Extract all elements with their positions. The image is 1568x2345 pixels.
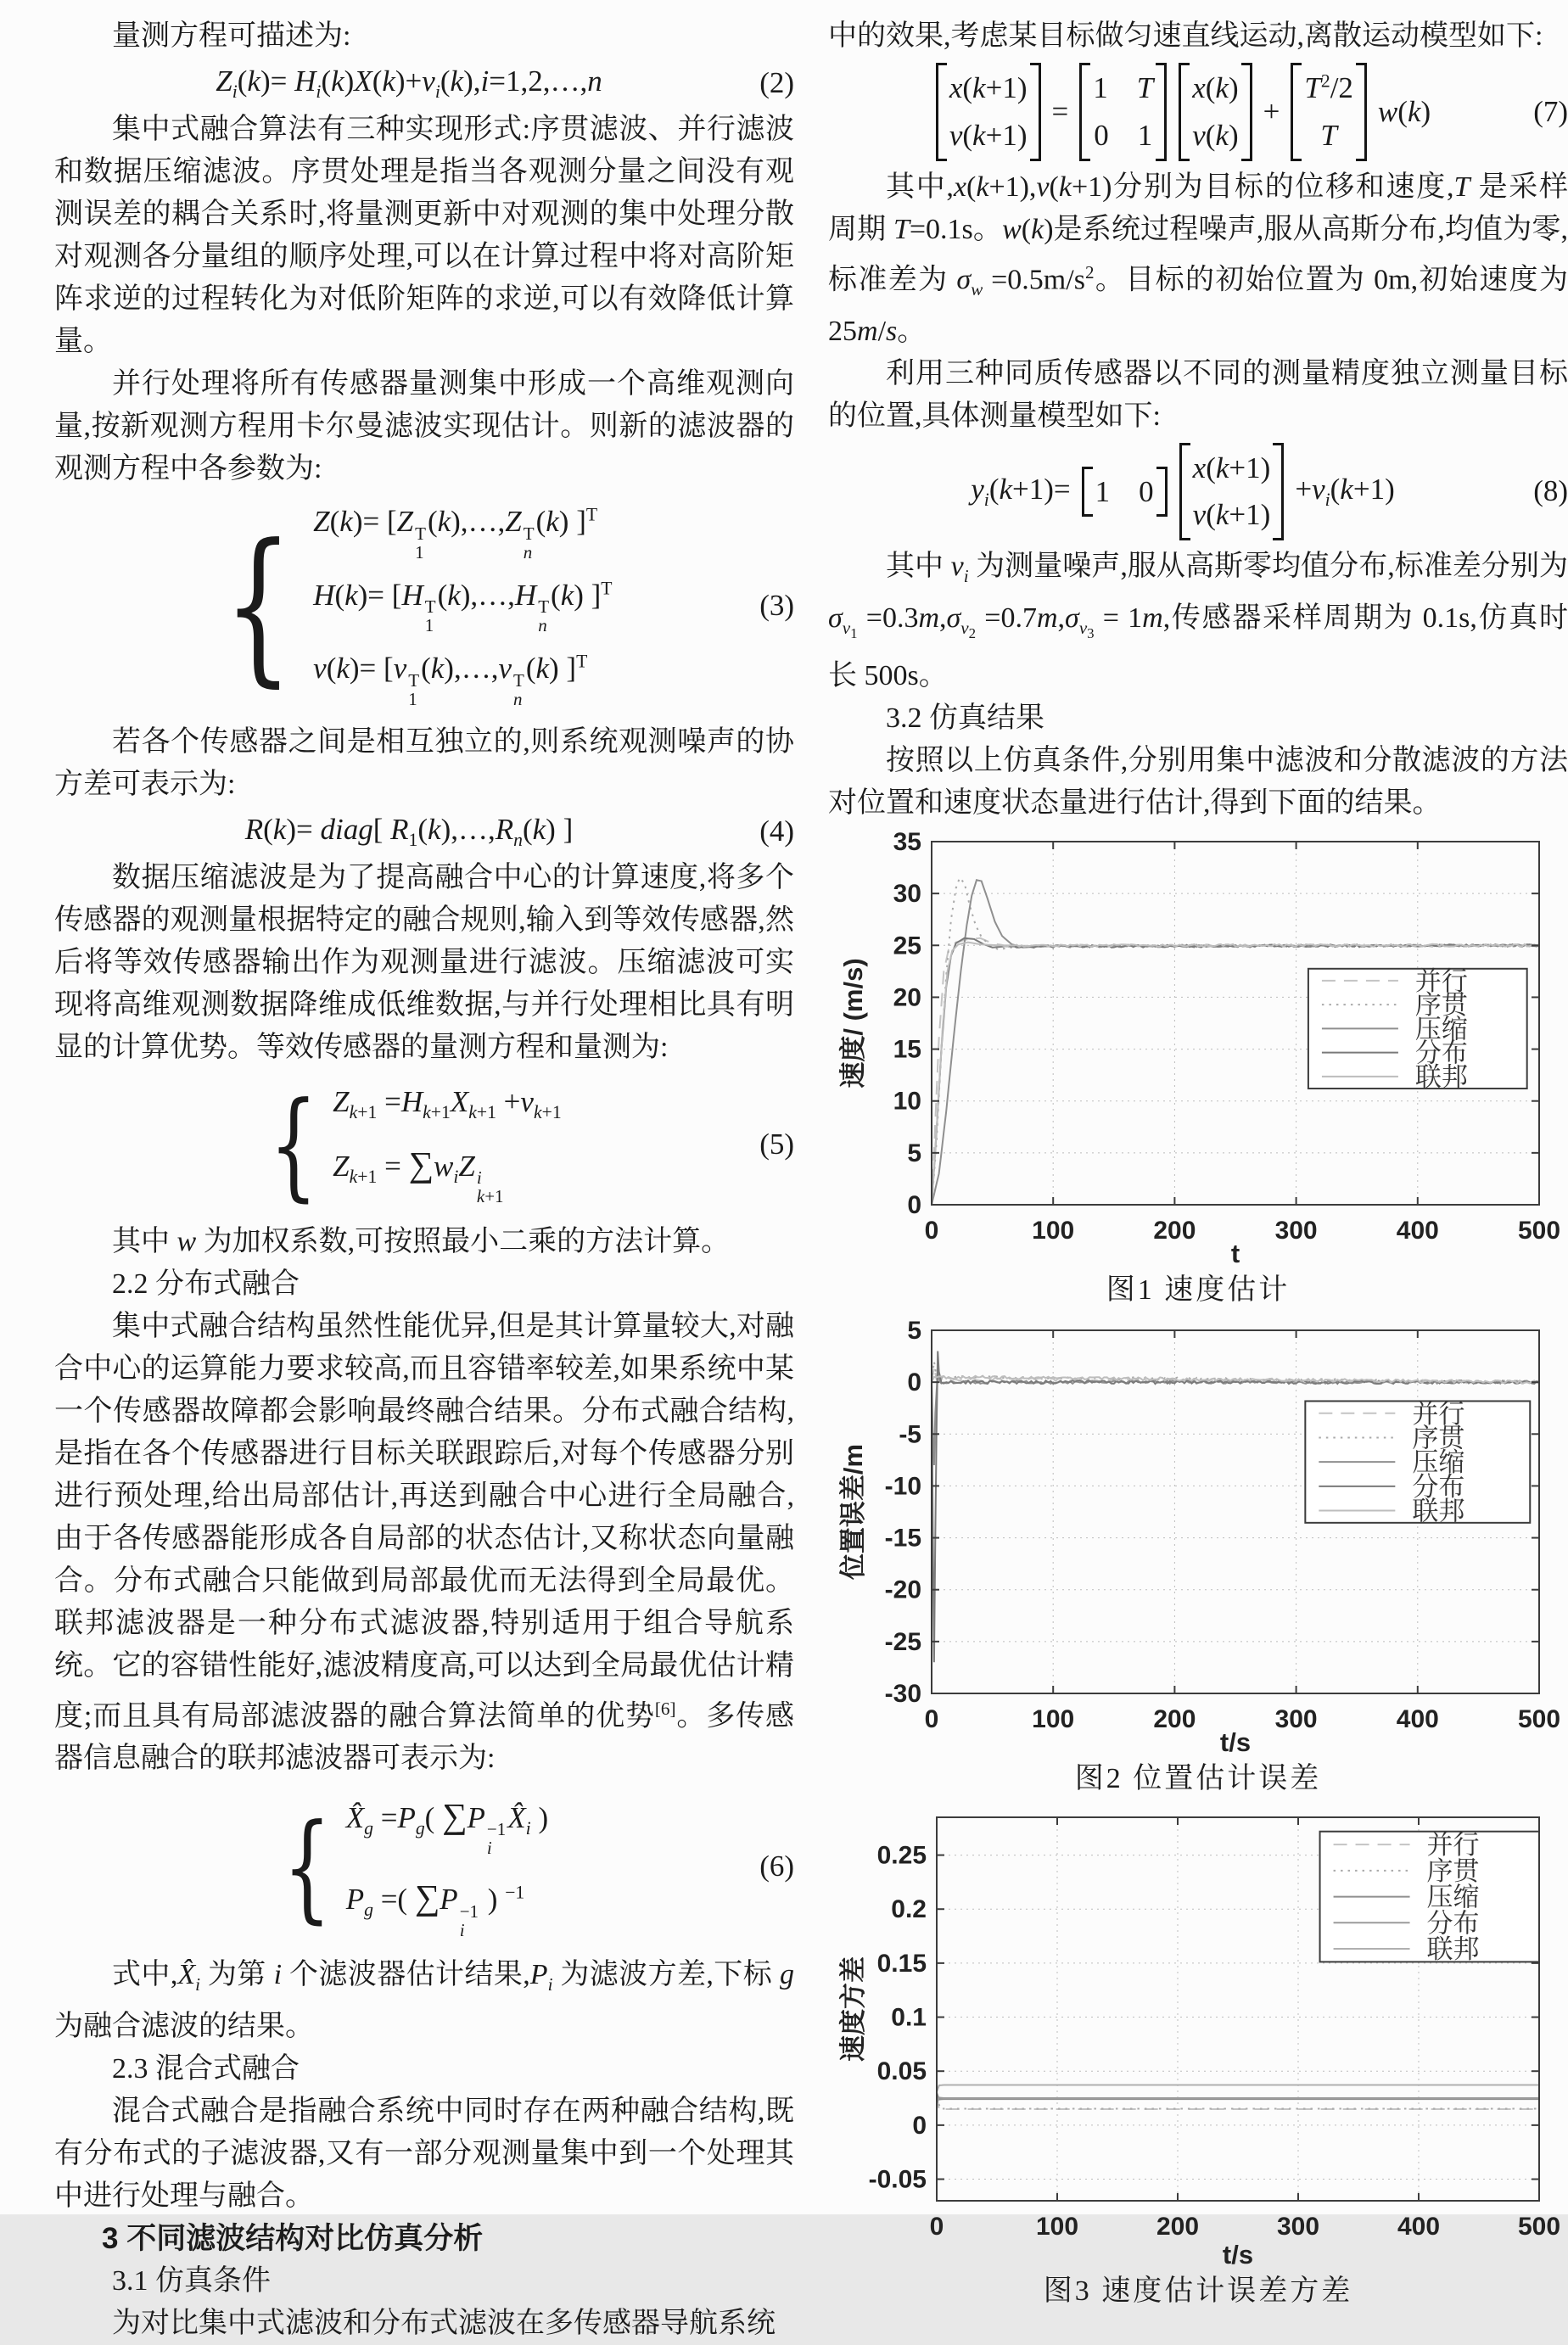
equation-5-cases [256, 1074, 561, 1216]
paragraph-three-sensors: 利用三种同质传感器以不同的测量精度独立测量目标的位置,具体测量模型如下: [828, 357, 1568, 432]
plus-sign: + [1263, 94, 1280, 128]
matrix-cell: T [1136, 71, 1154, 104]
svg-text:5: 5 [907, 1139, 921, 1167]
svg-text:-30: -30 [884, 1679, 921, 1708]
equation-5-line1: $Z_{k+1} =H_{k+1}X_{k+1} +v_{k+1}$ [333, 1084, 562, 1122]
equals-sign: = [1051, 94, 1069, 128]
svg-text:压缩: 压缩 [1414, 1014, 1468, 1044]
equation-8-number: (8) [1533, 474, 1568, 508]
equation-5 [54, 1074, 794, 1216]
equation-6-cases [270, 1785, 548, 1949]
equation-3-line1: Z(k)= [Z T 1 (k),…,Z T n (k) ]$^T$ [313, 504, 598, 562]
velocity-estimate-chart [833, 828, 1563, 1269]
equation-6-line1: $X̂_g =P_g$( ∑P −1 i $X̂_i$ ) [345, 1795, 549, 1859]
svg-text:t/s: t/s [1219, 1727, 1252, 1757]
svg-text:0.25: 0.25 [876, 1841, 927, 1870]
matrix-cell: v(k+1) [949, 118, 1028, 152]
figure-2 [828, 1317, 1568, 1800]
svg-text:并行: 并行 [1412, 1398, 1465, 1429]
matrix-cell: x(k+1) [949, 71, 1028, 104]
figure-3-caption: 图3 速度估计误差方差 [1043, 2275, 1353, 2307]
svg-text:30: 30 [893, 880, 921, 909]
svg-text:0: 0 [929, 2212, 944, 2241]
figure-3 [828, 1805, 1568, 2313]
svg-text:-5: -5 [899, 1420, 921, 1449]
equation-3-number: (3) [759, 589, 794, 623]
svg-text:序贯: 序贯 [1412, 1423, 1465, 1453]
subsection-2-3-heading: 2.3 混合式融合 [112, 2052, 300, 2085]
paragraph-model-parameters: 其中,x(k+1),v(k+1)分别为目标的位移和速度,T 是采样周期 T=0.1s。w(k)是系统过程噪声,服从高斯分布,均值为零,标准差为 $\sigma_w =0.5m/s^2$。目标的初始位置为 0m,初始速度为 25m/s。 [828, 171, 1568, 347]
equation-5-number: (5) [759, 1128, 794, 1161]
equation-2 [54, 63, 794, 104]
svg-text:0: 0 [924, 1216, 939, 1245]
svg-text:25: 25 [893, 932, 921, 960]
svg-text:-10: -10 [884, 1472, 921, 1501]
svg-text:联邦: 联邦 [1412, 1496, 1465, 1526]
equation-6-number: (6) [759, 1850, 794, 1883]
equation-4-number: (4) [759, 814, 794, 848]
matrix-cell: T [1320, 118, 1337, 152]
svg-text:压缩: 压缩 [1412, 1447, 1465, 1478]
matrix-cell: 0 [1139, 474, 1154, 508]
svg-text:400: 400 [1396, 1704, 1439, 1733]
svg-text:-25: -25 [884, 1627, 921, 1656]
svg-text:100: 100 [1032, 1704, 1075, 1733]
paragraph-weight-coefficient: 其中 w 为加权系数,可按照最小二乘的方法计算。 [112, 1225, 731, 1257]
paragraph-simulation-results-intro: 按照以上仿真条件,分别用集中滤波和分散滤波的方法对位置和速度状态量进行估计,得到下面的结果。 [828, 744, 1568, 819]
left-column [54, 15, 794, 2345]
equation-8-measurement-matrix [1082, 467, 1168, 518]
matrix-cell: v(k) [1192, 118, 1239, 152]
equation-2-number: (2) [759, 66, 794, 100]
equation-7-noise-term: w(k) [1377, 94, 1431, 128]
equation-6 [54, 1785, 794, 1949]
figure-2-caption: 图2 位置估计误差 [1074, 1762, 1322, 1794]
equation-5-line2: $Z_{k+1} = \sum w_iZ$ i k+1 [333, 1144, 504, 1207]
equation-7-state-matrix [1179, 63, 1252, 161]
svg-text:300: 300 [1276, 2212, 1320, 2241]
svg-text:分布: 分布 [1412, 1471, 1465, 1502]
svg-text:0.15: 0.15 [876, 1949, 927, 1978]
equation-7 [828, 63, 1568, 161]
equation-7-state-next-matrix [936, 63, 1041, 161]
svg-text:5: 5 [907, 1316, 921, 1345]
equation-8-lead: $y_i(k+1)=$ [971, 473, 1071, 511]
right-column [828, 15, 1568, 2318]
figure-1 [828, 828, 1568, 1312]
svg-text:200: 200 [1156, 2212, 1200, 2241]
svg-text:-20: -20 [884, 1575, 921, 1604]
equation-7-transition-matrix [1079, 63, 1167, 161]
svg-text:100: 100 [1032, 1216, 1075, 1245]
svg-text:t: t [1230, 1238, 1240, 1268]
svg-text:0: 0 [924, 1704, 939, 1733]
svg-text:序贯: 序贯 [1426, 1855, 1480, 1886]
equation-6-line2: $P_g$ =( ∑P −1 i ) $^{-1}$ [345, 1878, 525, 1940]
svg-text:300: 300 [1274, 1704, 1318, 1733]
svg-text:分布: 分布 [1414, 1038, 1468, 1068]
matrix-cell: x(k) [1192, 71, 1239, 104]
subsection-3-2-heading: 3.2 仿真结果 [886, 702, 1044, 734]
svg-text:500: 500 [1517, 1704, 1561, 1733]
svg-text:分布: 分布 [1426, 1908, 1480, 1939]
svg-text:100: 100 [1035, 2212, 1079, 2241]
subsection-3-1-heading: 3.1 仿真条件 [112, 2264, 271, 2297]
equation-8-state-matrix [1179, 443, 1285, 541]
svg-text:500: 500 [1517, 2212, 1561, 2241]
equation-3-cases [205, 495, 612, 716]
svg-text:0.1: 0.1 [891, 2003, 927, 2032]
matrix-cell: x(k+1) [1192, 451, 1271, 484]
subsection-2-2-heading: 2.2 分布式融合 [112, 1268, 300, 1300]
brace-icon: { [224, 508, 294, 702]
paragraph-hybrid-fusion: 混合式融合是指融合系统中同时存在两种融合结构,既有分布式的子滤波器,又有一部分观测量集中到一个处理其中进行处理与融合。 [54, 2095, 794, 2212]
svg-text:0.05: 0.05 [876, 2057, 927, 2086]
paragraph-measure-eq-intro: 量测方程可描述为: [112, 20, 351, 52]
paragraph-parallel-processing: 并行处理将所有传感器量测集中形成一个高维观测向量,按新观测方程用卡尔曼滤波实现估计。则新的滤波器的观测方程中各参数为: [54, 368, 794, 485]
svg-text:t/s: t/s [1222, 2239, 1254, 2269]
equation-4 [54, 811, 794, 852]
svg-text:15: 15 [893, 1035, 921, 1064]
svg-text:300: 300 [1274, 1216, 1318, 1245]
paragraph-motion-model-intro: 中的效果,考虑某目标做匀速直线运动,离散运动模型如下: [828, 20, 1543, 52]
svg-text:0: 0 [912, 2111, 927, 2140]
brace-icon: { [269, 1076, 318, 1213]
matrix-cell: 1 [1093, 71, 1108, 104]
paragraph-distributed-fusion: 集中式融合结构虽然性能优异,但是其计算量较大,对融合中心的运算能力要求较高,而且容错率较差,如果系统中某一个传感器故障都会影响最终融合结果。分布式融合结构,是指在各个传感器进行目标关联跟踪后,对每个传感器分别进行预处理,给出局部估计,再送到融合中心进行全局融合,由于各传感器能形成各自局部的状态估计,又称状态向量融合。分布式融合只能做到局部最优而无法得到全局最优。联邦滤波器是一种分布式滤波器,特别适用于组合导航系统。它的容错性能好,滤波精度高,可以达到全局最优估计精度;而且具有局部滤波器的融合算法简单的优势[6]。多传感器信息融合的联邦滤波器可表示为: [54, 1310, 794, 1774]
svg-text:20: 20 [893, 983, 921, 1012]
svg-text:200: 200 [1153, 1704, 1196, 1733]
paragraph-independent-sensors: 若各个传感器之间是相互独立的,则系统观测噪声的协方差可表示为: [54, 725, 794, 800]
equation-4-body: R(k)= diag[ $R_1(k),\dots,R_n(k)$ ] [244, 812, 574, 850]
position-error-chart [833, 1317, 1563, 1758]
svg-text:0.2: 0.2 [891, 1895, 927, 1924]
equation-8 [828, 443, 1568, 541]
svg-text:0: 0 [907, 1368, 921, 1397]
svg-text:压缩: 压缩 [1426, 1882, 1480, 1912]
matrix-cell: $T^2/2$ [1304, 70, 1353, 104]
svg-text:位置误差/m: 位置误差/m [838, 1443, 868, 1581]
equation-3-line2: H(k)= [H T 1 (k),…,H T n (k) ]$^T$ [313, 578, 613, 636]
matrix-cell: 0 [1094, 118, 1109, 152]
matrix-cell: v(k+1) [1192, 498, 1271, 532]
equation-7-noise-gain-matrix [1291, 63, 1367, 161]
svg-text:并行: 并行 [1414, 965, 1468, 996]
equation-8-noise-term: $+v_i(k+1)$ [1295, 473, 1395, 511]
paragraph-federated-notation: 式中$,X̂_i$ 为第 i 个滤波器估计结果$,P_i$ 为滤波方差,下标 g 为融合滤波的结果。 [54, 1958, 795, 2042]
figure-1-caption: 图1 速度估计 [1106, 1273, 1291, 1306]
velocity-variance-chart [833, 1805, 1563, 2270]
svg-text:速度方差: 速度方差 [838, 1956, 868, 2062]
svg-text:500: 500 [1517, 1216, 1561, 1245]
paragraph-compression-filter: 数据压缩滤波是为了提高融合中心的计算速度,将多个传感器的观测量根据特定的融合规则,输入到等效传感器,然后将等效传感器输出作为观测量进行滤波。压缩滤波可实现将高维观测数据降维成低维数据,与并行处理相比具有明显的计算优势。等效传感器的量测方程和量测为: [54, 861, 794, 1063]
svg-text:联邦: 联邦 [1414, 1061, 1468, 1092]
equation-2-body: $Z_i(k)=$ $H_i(k)X(k)+v_i(k),i=1,2,\dots,n$ [216, 64, 602, 102]
svg-text:速度/ (m/s): 速度/ (m/s) [838, 958, 868, 1089]
equation-3-line3: v(k)= [v T 1 (k),…,v T n (k) ]$^T$ [313, 651, 588, 709]
section-3-heading: 3 不同滤波结构对比仿真分析 [102, 2221, 484, 2255]
svg-text:200: 200 [1153, 1216, 1196, 1245]
svg-text:10: 10 [893, 1087, 921, 1116]
svg-text:并行: 并行 [1426, 1830, 1480, 1861]
svg-text:-15: -15 [884, 1524, 921, 1553]
paragraph-measurement-noise: 其中 $v_i$ 为测量噪声,服从高斯零均值分布,标准差分别为 $\sigma_{v_1} =0.3m,\sigma_{v_2} =0.7m,\sigma_{v_3} = 1m$,传感器采样周期为 0.1s,仿真时长 500s。 [828, 551, 1568, 691]
paragraph-simulation-conditions-start: 为对比集中式滤波和分布式滤波在多传感器导航系统 [112, 2307, 776, 2339]
svg-text:-0.05: -0.05 [868, 2165, 927, 2194]
svg-text:35: 35 [893, 827, 921, 856]
equation-3 [54, 495, 794, 716]
svg-text:400: 400 [1397, 2212, 1441, 2241]
svg-text:0: 0 [907, 1190, 921, 1219]
matrix-cell: 1 [1095, 474, 1111, 508]
svg-text:400: 400 [1396, 1216, 1439, 1245]
matrix-cell: 1 [1137, 118, 1153, 152]
svg-text:序贯: 序贯 [1414, 990, 1468, 1021]
svg-text:联邦: 联邦 [1426, 1934, 1480, 1964]
paragraph-centralized-forms: 集中式融合算法有三种实现形式:序贯滤波、并行滤波和数据压缩滤波。序贯处理是指当各观测分量之间没有观测误差的耦合关系时,将量测更新中对观测的集中处理分散对观测各分量组的顺序处理,可以在计算过程中将对高阶矩阵求逆的过程转化为对低阶矩阵的求逆,可以有效降低计算量。 [54, 114, 794, 358]
equation-7-number: (7) [1533, 94, 1568, 128]
brace-icon: { [283, 1798, 332, 1935]
